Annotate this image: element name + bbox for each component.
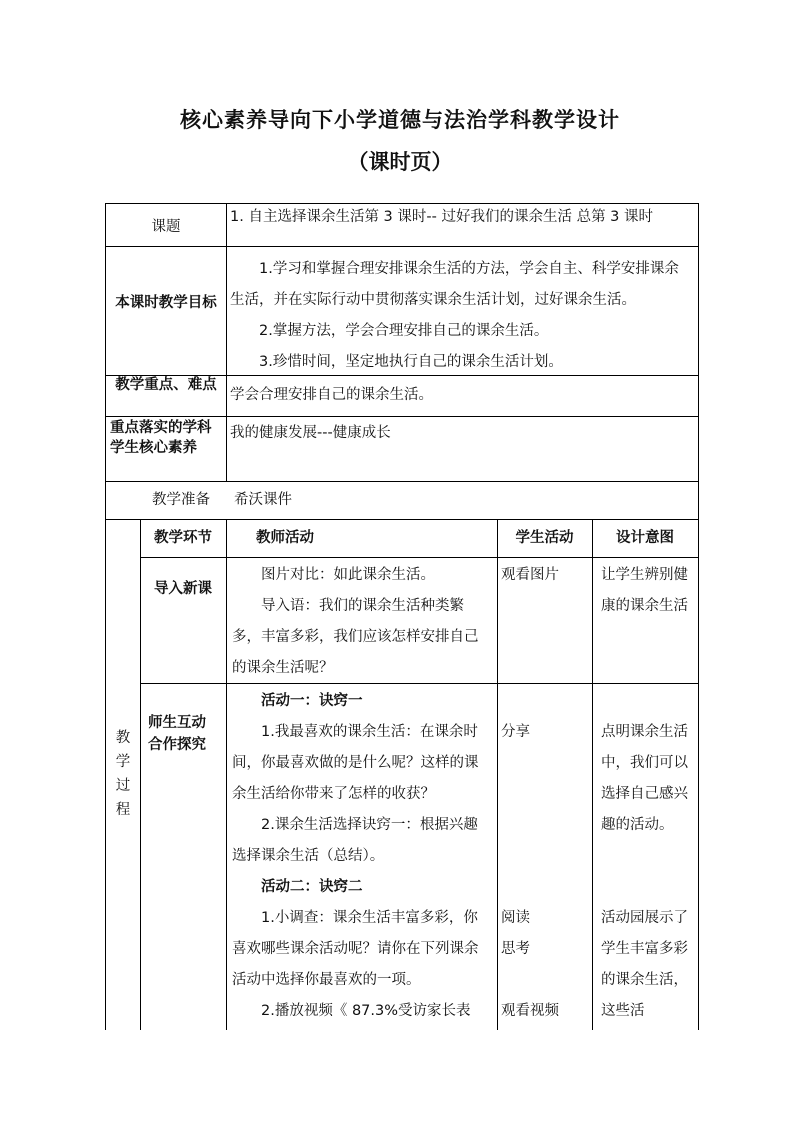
objective-2: 2.掌握方法，学会合理安排自己的课余生活。 [259,323,549,339]
activity1-item-2: 2.课余生活选择诀窍一：根据兴趣选择课余生活（总结）。 [232,817,478,864]
prep-value: 希沃课件 [234,492,292,508]
objectives-label: 本课时教学目标 [115,295,217,311]
literacy-label: 重点落实的学科学生核心素养 [110,420,212,456]
objective-3: 3.珍惜时间，坚定地执行自己的课余生活计划。 [259,354,563,370]
stage2-name: 师生互动合作探究 [148,715,206,753]
activity2-item-2: 2.播放视频《 87.3%受访家长表 [261,1003,471,1019]
col-header-stage: 教学环节 [154,530,212,546]
document-title: 核心素养导向下小学道德与法治学科教学设计 [180,108,620,132]
col-header-student: 学生活动 [515,530,574,546]
prep-label: 教学准备 [152,492,210,508]
activity2-title: 活动二：诀窍二 [261,879,363,895]
key-points-value: 学会合理安排自己的课余生活。 [230,387,433,403]
activity2-student-1: 阅读 [501,910,530,926]
activity1-title: 活动一：诀窍一 [261,693,363,709]
activity1-intent: 点明课余生活中，我们可以选择自己感兴趣的活动。 [601,724,688,833]
activity2-student-2: 思考 [501,941,530,957]
topic-label: 课题 [151,219,181,235]
stage1-intent: 让学生辨别健康的课余生活 [601,567,688,614]
activity2-item-1: 1.小调查：课余生活丰富多彩，你喜欢哪些课余活动呢？请你在下列课余活动中选择你最喜欢的一项。 [232,910,479,988]
activity1-item-1: 1.我最喜欢的课余生活：在课余时间，你最喜欢做的是什么呢？这样的课余生活给你带来了怎样的收获？ [232,724,479,802]
lesson-plan-table [105,203,699,1030]
col-header-intent: 设计意图 [616,530,674,546]
objective-1: 1.学习和掌握合理安排课余生活的方法，学会自主、科学安排课余生活，并在实际行动中贯彻落实课余生活计划，过好课余生活。 [230,261,679,308]
col-header-teacher: 教师活动 [256,530,314,546]
document-subtitle: （课时页） [347,150,453,174]
activity2-intent: 活动园展示了学生丰富多彩的课余生活，这些活 [601,910,688,1019]
literacy-value: 我的健康发展---健康成长 [230,425,391,441]
activity2-student-3: 观看视频 [501,1003,559,1019]
activity1-student: 分享 [501,724,530,740]
stage1-name: 导入新课 [154,581,212,597]
stage1-teacher-1: 图片对比：如此课余生活。 [261,567,435,583]
process-side-label: 教学过程 [115,730,131,818]
topic-value: 1. 自主选择课余生活第 3 课时-- 过好我们的课余生活 总第 3 课时 [230,209,654,225]
key-points-label: 教学重点、难点 [115,377,217,393]
stage1-student: 观看图片 [501,567,559,583]
stage1-teacher-2: 导入语：我们的课余生活种类繁多，丰富多彩，我们应该怎样安排自己的课余生活呢？ [232,598,479,676]
